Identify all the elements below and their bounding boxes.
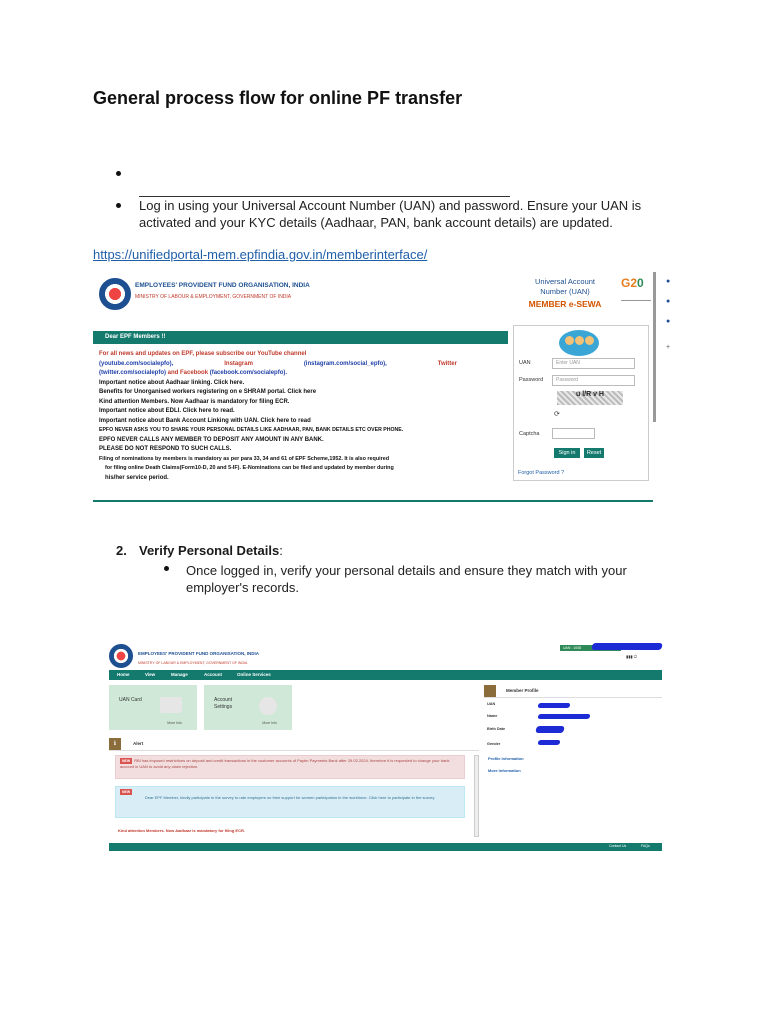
- faqs-link[interactable]: FAQs: [641, 844, 650, 848]
- news-item: EPFO NEVER CALLS ANY MEMBER TO DEPOSIT ANY AMOUNT IN ANY BANK.: [99, 436, 324, 443]
- redaction-mark: [591, 643, 662, 650]
- member-dashboard-screenshot: [106, 640, 666, 852]
- instagram-label: Instagram: [224, 360, 253, 367]
- redaction-mark: [537, 740, 560, 745]
- member-profile-header: Member Profile: [484, 685, 662, 698]
- dashboard-footer: [109, 843, 662, 851]
- user-icon: [484, 685, 496, 697]
- news-item[interactable]: Important notice about Aadhaar linking. Click here.: [99, 379, 245, 386]
- news-item: Filing of nominations by members is mandatory as per para 33, 34 and 61 of EPF Scheme,1952. It is also required: [99, 455, 389, 462]
- facebook-link[interactable]: (facebook.com/socialepfo).: [209, 370, 288, 376]
- accessibility-tools[interactable]: ▮▮▮ ⏻: [626, 654, 637, 659]
- step2-text-line1: Once logged in, verify your personal details and ensure they match with your: [186, 563, 627, 578]
- nav-manage[interactable]: Manage: [171, 672, 188, 677]
- news-subscribe-line: For all news and updates on EPF, please subscribe our YouTube channel: [99, 351, 307, 357]
- uan-label: UAN: [519, 360, 531, 366]
- dashboard-nav-bar: [109, 670, 662, 680]
- news-item[interactable]: Benefits for Unorganised workers registering on e SHRAM portal. Click here: [99, 389, 317, 395]
- alert-aadhaar[interactable]: Kind attention Members. Now Aadhaar is mandatory for filing ECR.: [118, 828, 245, 833]
- alert-paytm: NEW RBI has imposed restrictions on deposit and credit transactions in the customer accounts of Paytm Payments Bank after 29.02.2024, therefore it is requested to change your bank account in UAN to avoid any claim rejection.: [115, 755, 465, 779]
- alert-scrollbar[interactable]: [474, 755, 479, 837]
- login-panel: [513, 325, 649, 481]
- sidebar-app-icon-2[interactable]: ●: [666, 298, 671, 305]
- redaction-mark: [537, 703, 570, 708]
- uan-title: Universal Account Number (UAN): [534, 277, 596, 296]
- dashboard-org-name: EMPLOYEES' PROVIDENT FUND ORGANISATION, INDIA: [138, 651, 259, 656]
- page-scrollbar[interactable]: [653, 272, 656, 422]
- bullet-step1: [116, 203, 121, 208]
- g20-subtitle-graphic: [621, 292, 651, 301]
- profile-information-link[interactable]: Profile Information: [488, 756, 524, 761]
- forgot-password-link[interactable]: Forgot Password ?: [518, 470, 565, 476]
- youtube-link[interactable]: (youtube.com/socialepfo),: [99, 360, 174, 367]
- redaction-mark: [537, 714, 590, 719]
- news-item: his/her service period.: [105, 474, 169, 481]
- users-avatar-icon: [559, 330, 599, 356]
- epfo-logo-icon: [99, 278, 131, 310]
- profile-gender-label: Gender: [487, 742, 501, 746]
- sidebar-plus-icon[interactable]: +: [666, 344, 671, 351]
- redaction-mark: [535, 726, 564, 733]
- portal-ministry: MINISTRY OF LABOUR & EMPLOYMENT, GOVERNMENT OF INDIA: [135, 294, 292, 300]
- bullet-step2: [164, 566, 169, 571]
- step1-text-line1: Log in using your Universal Account Number (UAN) and password. Ensure your UAN is: [139, 198, 642, 213]
- password-label: Password: [519, 377, 544, 383]
- portal-org-name: EMPLOYEES' PROVIDENT FUND ORGANISATION, INDIA: [135, 282, 310, 289]
- news-item[interactable]: Important notice about EDLI. Click here to read.: [99, 408, 235, 414]
- twitter-label: Twitter: [437, 360, 457, 367]
- captcha-label: Captcha: [519, 431, 540, 437]
- captcha-input[interactable]: [552, 428, 595, 439]
- captcha-image: u l/R v H: [557, 391, 623, 405]
- profile-birthdate-label: Birth Date: [487, 727, 506, 731]
- news-panel: [99, 350, 457, 483]
- account-settings-tile[interactable]: Account Settings More Info: [204, 685, 292, 730]
- bullet-empty: [116, 171, 121, 176]
- more-information-link[interactable]: More Information: [488, 768, 521, 773]
- member-sewa-title: MEMBER e-SEWA: [528, 299, 602, 309]
- facebook-label: and Facebook: [166, 370, 210, 376]
- password-input[interactable]: Password: [552, 375, 635, 386]
- portal-login-screenshot: [93, 270, 676, 504]
- nav-account[interactable]: Account: [204, 672, 222, 677]
- sign-in-button[interactable]: Sign in: [554, 448, 580, 458]
- profile-name-label: Name: [487, 714, 498, 718]
- step1-text-line2: activated and your KYC details (Aadhaar, PAN, bank account details) are updated.: [139, 215, 613, 230]
- uan-card-tile[interactable]: UAN Card More Info: [109, 685, 197, 730]
- twitter-link[interactable]: (twitter.com/socialepfo): [99, 370, 167, 376]
- nav-home[interactable]: Home: [117, 672, 130, 677]
- step2-heading: Verify Personal Details:: [139, 543, 283, 558]
- sidebar-app-icon-1[interactable]: ●: [666, 278, 671, 285]
- news-item: for filing online Death Claims(Form10-D, 20 and 5-IF). E-Nominations can be filed and updated by member during: [105, 465, 394, 471]
- step2-text-line2: employer's records.: [186, 580, 300, 595]
- profile-uan-label: UAN: [487, 702, 496, 706]
- reset-button[interactable]: Reset: [584, 448, 604, 458]
- alert-title: Alert: [133, 741, 144, 746]
- alert-header: [109, 738, 479, 751]
- info-icon: ℹ: [109, 738, 121, 750]
- nav-view[interactable]: View: [145, 672, 156, 677]
- dashboard-ministry: MINISTRY OF LABOUR & EMPLOYMENT, GOVERNMENT OF INDIA: [138, 661, 248, 665]
- card-icon: [160, 697, 182, 713]
- instagram-link[interactable]: (instagram.com/social_epfo),: [303, 360, 387, 367]
- nav-online-services[interactable]: Online Services: [237, 672, 271, 677]
- document-title: General process flow for online PF transfer: [93, 88, 463, 108]
- uan-badge: UAN : 1008: [560, 645, 621, 651]
- news-item: EPFO NEVER ASKS YOU TO SHARE YOUR PERSONAL DETAILS LIKE AADHAAR, PAN, BANK DETAILS ETC OVER PHONE.: [99, 427, 404, 433]
- uan-input[interactable]: Enter UAN: [552, 358, 635, 369]
- news-item[interactable]: Kind attention Members. Now Aadhaar is mandatory for filing ECR.: [99, 398, 290, 405]
- sidebar-app-icon-3[interactable]: ●: [666, 318, 671, 325]
- news-item: PLEASE DO NOT RESPOND TO SUCH CALLS.: [99, 446, 232, 452]
- refresh-captcha-icon[interactable]: ⟳: [554, 411, 560, 418]
- gear-icon: [259, 697, 277, 715]
- step2-number: 2.: [116, 543, 127, 558]
- portal-bottom-bar: [93, 500, 653, 502]
- notice-header-text: Dear EPF Members !!: [105, 334, 166, 340]
- alert-survey[interactable]: NEW Dear EPF Member, kindly participate in the survey to rate employers on their support for women participation in the workforce. Click here to participate in the survey.: [115, 786, 465, 818]
- news-item[interactable]: Important notice about Bank Account Linking with UAN. Click here to read: [99, 417, 311, 424]
- epfo-logo-icon: [109, 644, 133, 668]
- contact-us-link[interactable]: Contact Us: [609, 844, 627, 848]
- portal-link[interactable]: https://unifiedportal-mem.epfindia.gov.in/memberinterface/: [93, 247, 428, 262]
- g20-logo: G20: [621, 276, 644, 290]
